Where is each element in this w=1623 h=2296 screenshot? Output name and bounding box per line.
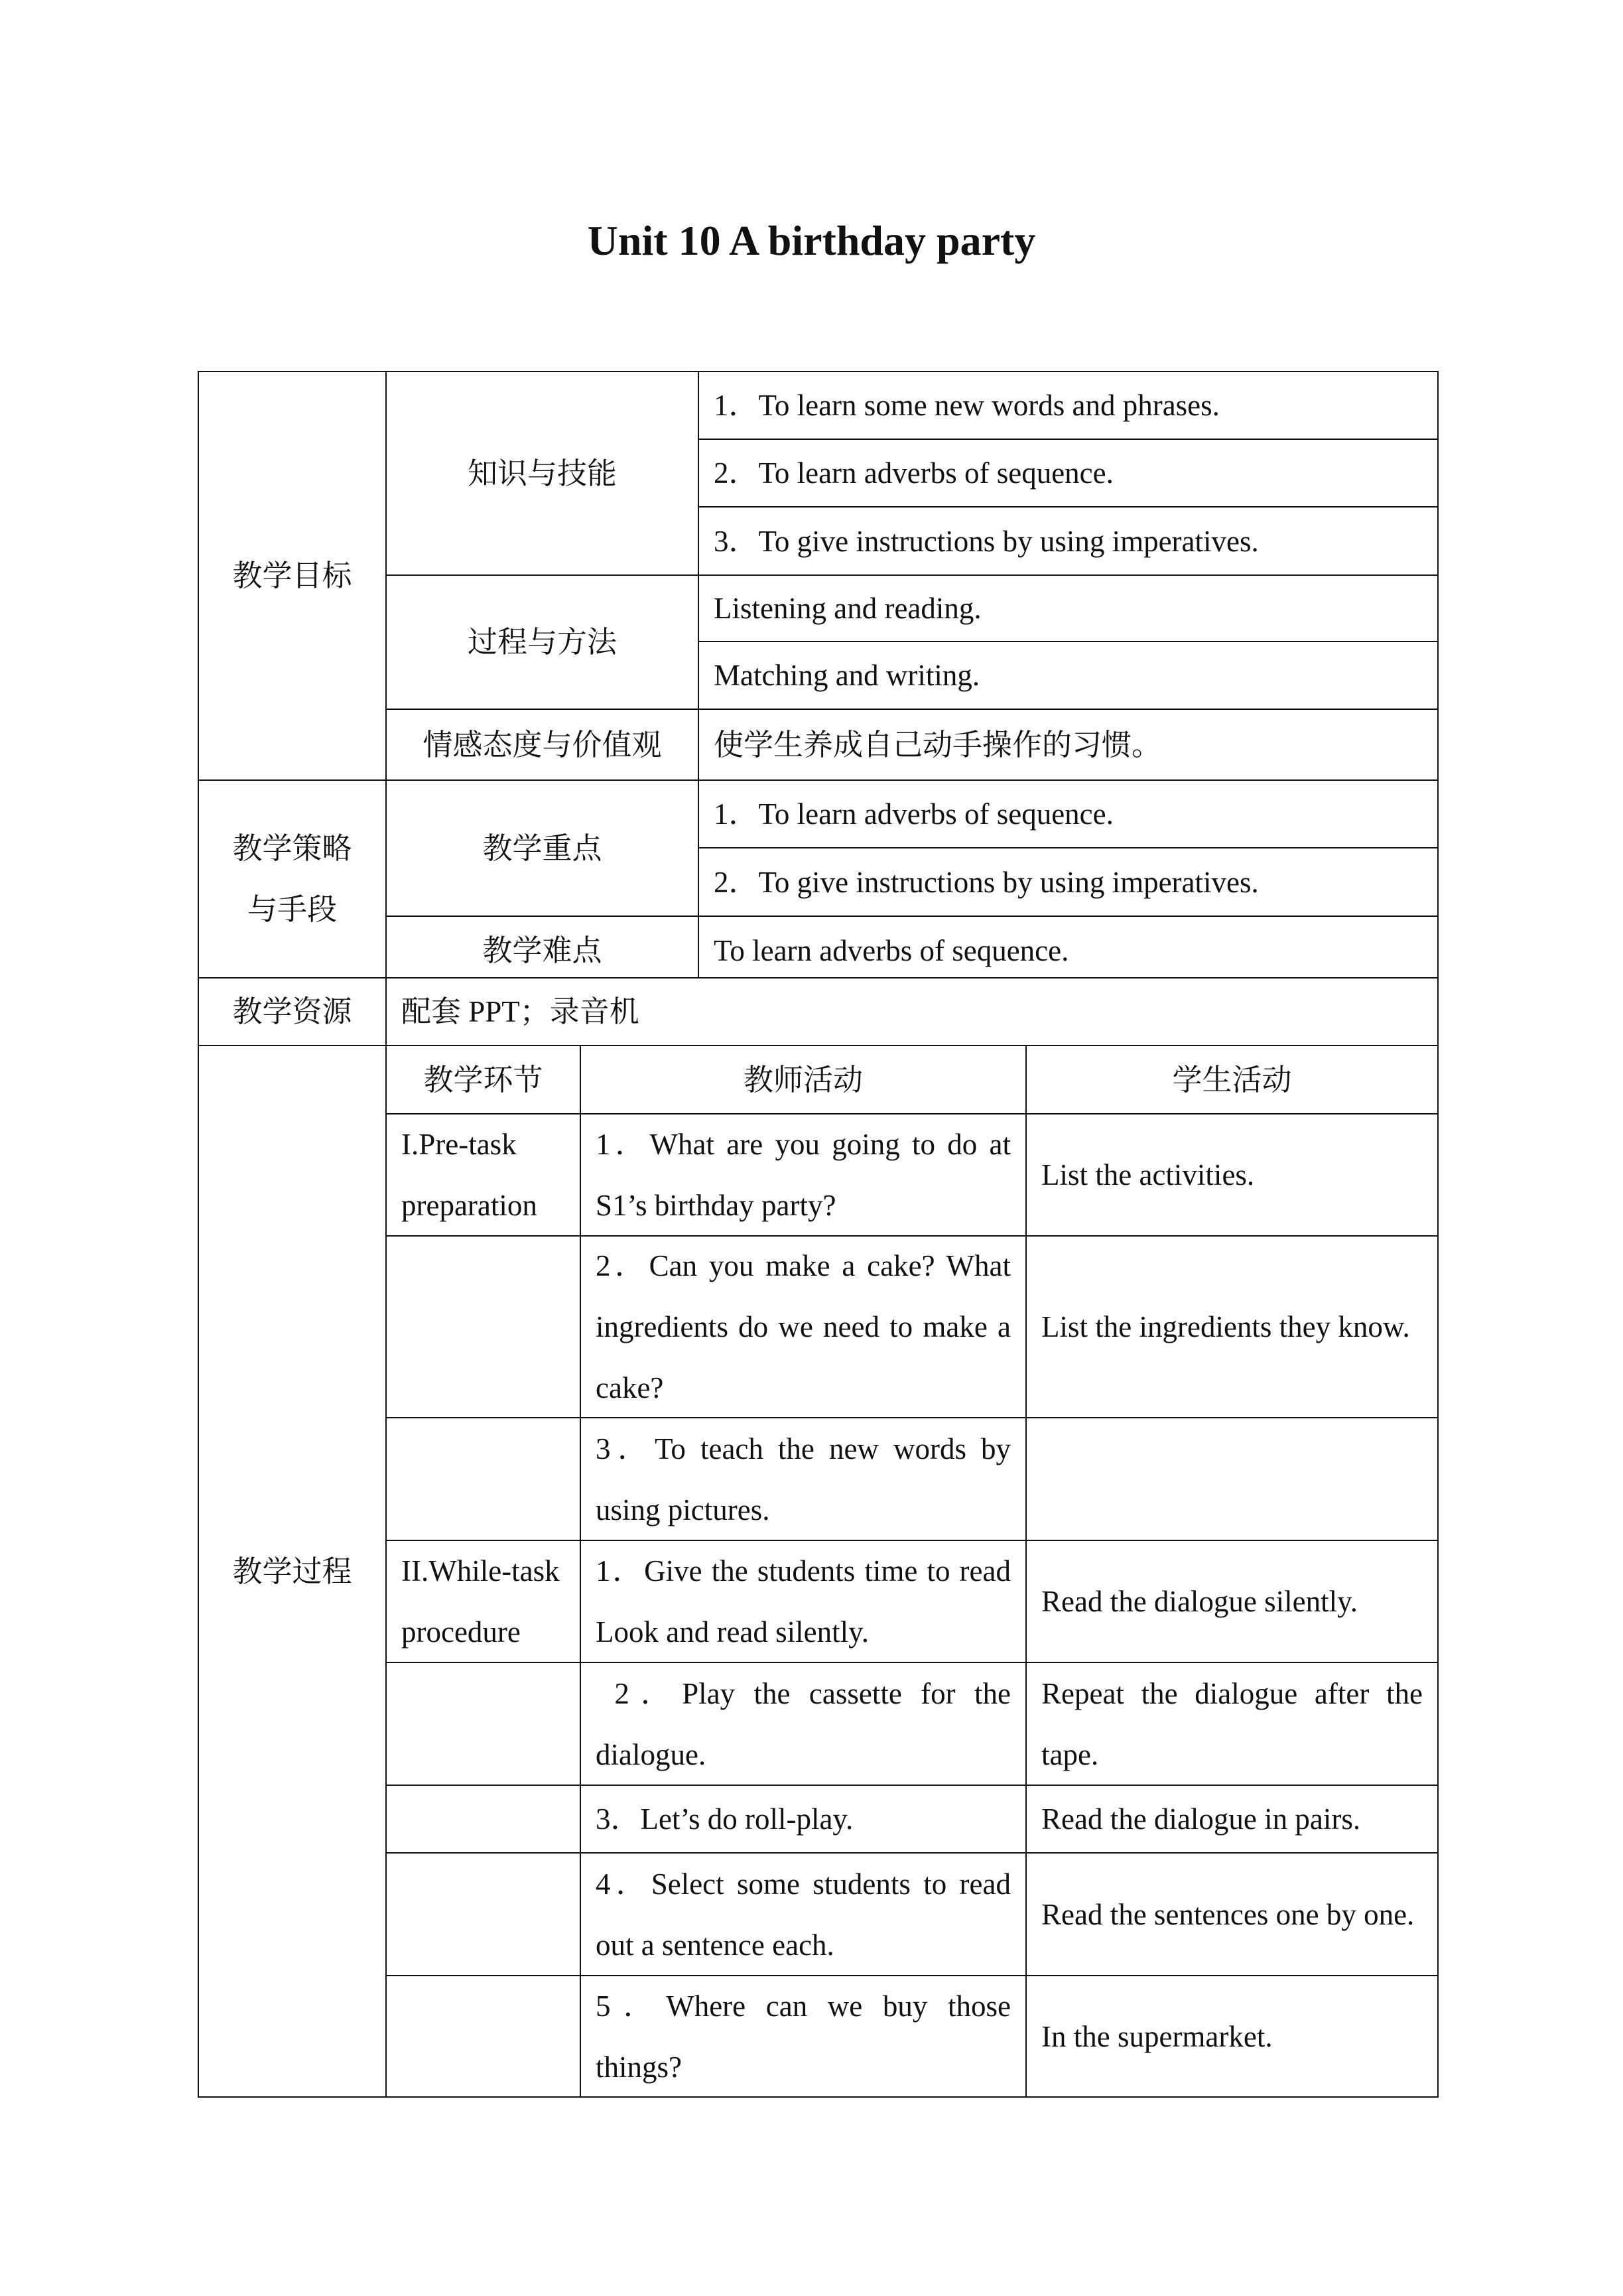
knowledge-label: 知识与技能	[467, 456, 617, 490]
procedure-label: 教学过程	[232, 1554, 352, 1588]
header-stage: 教学环节	[385, 1045, 581, 1114]
table-row-student: Read the dialogue silently.	[1025, 1540, 1439, 1663]
objectives-label: 教学目标	[232, 559, 352, 592]
resources-value: 配套 PPT；录音机	[401, 995, 639, 1028]
table-row-student: Read the dialogue in pairs.	[1025, 1785, 1439, 1854]
table-row-stage	[385, 1417, 581, 1541]
difficulties-label: 教学难点	[482, 934, 602, 967]
difficulties-value: To learn adverbs of sequence.	[714, 934, 1069, 967]
key-points-label-cell	[385, 779, 699, 917]
process-method-item: Listening and reading.	[698, 574, 1439, 642]
process-method-item: Matching and writing.	[698, 641, 1439, 710]
key-point-item: 1．To learn adverbs of sequence.	[698, 779, 1439, 848]
table-row-student: List the ingredients they know.	[1025, 1235, 1439, 1418]
difficulties-value-cell	[698, 915, 1439, 979]
knowledge-item: 2．To learn adverbs of sequence.	[698, 439, 1439, 507]
table-row-student	[1025, 1417, 1439, 1541]
header-teacher: 教师活动	[580, 1045, 1027, 1114]
table-row-stage: I.Pre-task preparation	[385, 1113, 581, 1237]
resources-label-cell	[198, 977, 387, 1046]
knowledge-item: 3．To give instructions by using imperatives.	[698, 506, 1439, 576]
table-row-stage: II.While-task procedure	[385, 1540, 581, 1663]
table-row-student: In the supermarket.	[1025, 1975, 1439, 2098]
table-row-stage	[385, 1975, 581, 2098]
table-row-teacher: 4．Select some students to read out a sentence each.	[580, 1852, 1027, 1976]
process-method-label: 过程与方法	[467, 626, 617, 659]
emotion-value: 使学生养成自己动手操作的习惯。	[714, 728, 1162, 762]
strategy-label-cell	[198, 779, 387, 979]
knowledge-item: 1．To learn some new words and phrases.	[698, 371, 1439, 440]
procedure-label-cell	[198, 1045, 387, 2098]
resources-label: 教学资源	[232, 995, 352, 1028]
key-points-label: 教学重点	[482, 831, 602, 865]
table-row-teacher: 1．Give the students time to read Look and read silently.	[580, 1540, 1027, 1663]
document-title: Unit 10 A birthday party	[587, 217, 1036, 264]
table-row-teacher: 2．Can you make a cake? What ingredients do we need to make a cake?	[580, 1235, 1027, 1418]
process-method-label-cell	[385, 574, 699, 710]
table-row-teacher: 1．What are you going to do at S1’s birthday party?	[580, 1113, 1027, 1237]
table-row-teacher: 5．Where can we buy those things?	[580, 1975, 1027, 2098]
emotion-label: 情感态度与价值观	[422, 728, 662, 762]
emotion-label-cell	[385, 709, 699, 781]
table-row-teacher: 2．Play the cassette for the dialogue.	[580, 1662, 1027, 1786]
table-row-stage	[385, 1852, 581, 1976]
table-row-student: Repeat the dialogue after the tape.	[1025, 1662, 1439, 1786]
table-row-stage	[385, 1662, 581, 1786]
objectives-label-cell	[198, 371, 387, 781]
header-student: 学生活动	[1025, 1045, 1439, 1114]
table-row-teacher: 3．Let’s do roll-play.	[580, 1785, 1027, 1854]
knowledge-label-cell	[385, 371, 699, 576]
key-point-item: 2．To give instructions by using imperatives.	[698, 847, 1439, 917]
table-row-teacher: 3．To teach the new words by using pictures.	[580, 1417, 1027, 1541]
difficulties-label-cell	[385, 915, 699, 979]
emotion-value-cell	[698, 709, 1439, 781]
resources-value-cell	[385, 977, 1439, 1046]
table-row-student: Read the sentences one by one.	[1025, 1852, 1439, 1976]
table-row-student: List the activities.	[1025, 1113, 1439, 1237]
table-row-stage	[385, 1235, 581, 1418]
table-row-stage	[385, 1785, 581, 1854]
strategy-label: 教学策略与手段	[232, 832, 352, 926]
